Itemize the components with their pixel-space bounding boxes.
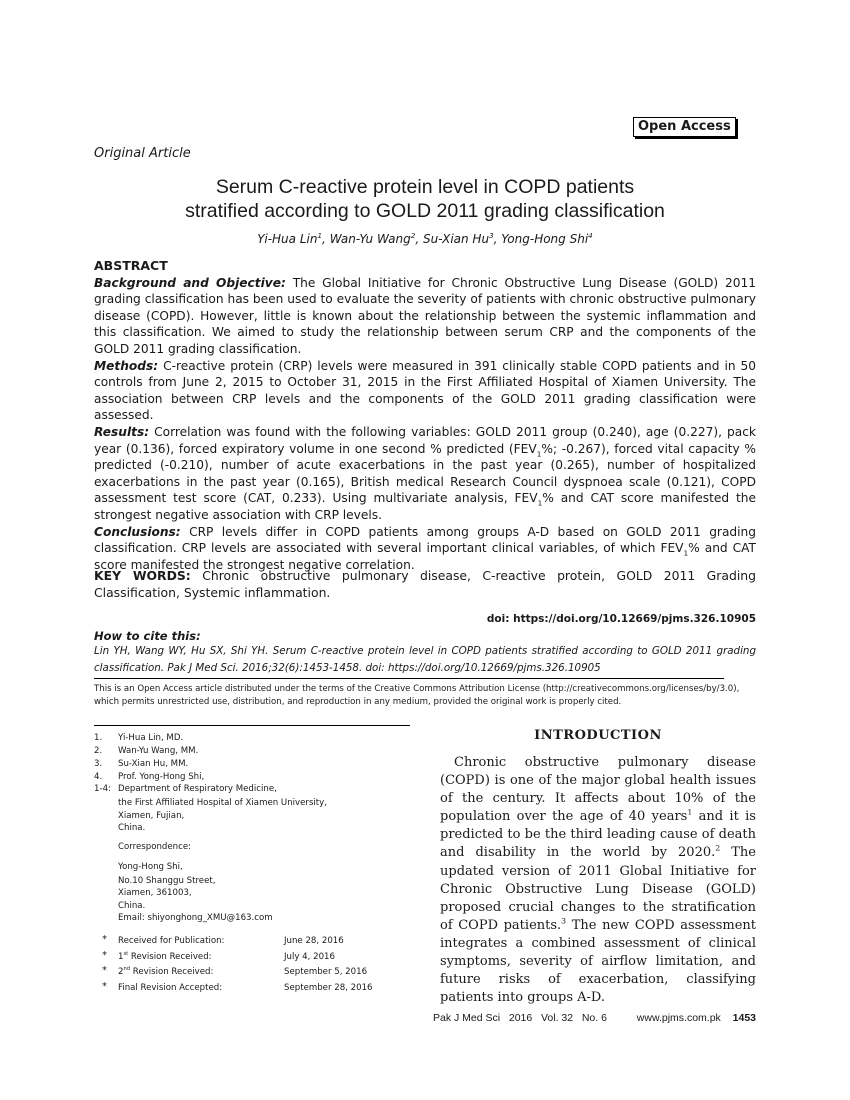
footnote-text: China. <box>118 823 146 833</box>
divider <box>94 678 724 679</box>
abstract-heading: ABSTRACT <box>94 258 168 273</box>
bullet-star-icon: * <box>102 934 107 945</box>
journal-website[interactable]: www.pjms.com.pk <box>636 1012 721 1024</box>
date-value: September 28, 2016 <box>284 983 373 993</box>
abstract <box>94 258 756 573</box>
date-label-text: Revision Received: <box>130 967 214 977</box>
journal-info: Pak J Med Sci 2016 Vol. 32 No. 6 <box>433 1012 607 1024</box>
date-label-number: 2 <box>118 967 124 977</box>
footnote-number: 1-4: <box>94 784 111 794</box>
bullet-star-icon: * <box>102 981 107 992</box>
correspondence-line: Xiamen, 361003, <box>118 888 192 898</box>
title-line-2: stratified according to GOLD 2011 grading classification <box>185 200 665 222</box>
open-access-badge: Open Access <box>633 117 736 137</box>
background-label: Background and Objective: <box>94 275 286 290</box>
doi-link[interactable]: doi: https://doi.org/10.12669/pjms.326.10905 <box>486 613 756 625</box>
footnote-divider <box>94 725 410 726</box>
subscript: 1 <box>683 548 689 558</box>
author-affiliation-mark: 4 <box>588 231 593 240</box>
footnote-text: the First Affiliated Hospital of Xiamen University, <box>118 798 327 808</box>
footnote-text: Su-Xian Hu, MM. <box>118 759 189 769</box>
ordinal-suffix: st <box>123 951 129 958</box>
results-text: Correlation was found with the following variables: GOLD 2011 group (0.240), age (0.227), pack year (0.136), forced expiratory volume in one second % predicted (FEV <box>94 424 756 456</box>
author-name: Su-Xian Hu <box>422 232 490 246</box>
abstract-results <box>94 424 756 524</box>
date-label: Received for Publication: <box>118 936 225 946</box>
reference-mark[interactable]: 1 <box>687 807 693 817</box>
citation-text: Lin YH, Wang WY, Hu SX, Shi YH. Serum C-reactive protein level in COPD patients stratified according to GOLD 2011 grading classification. Pak J Med Sci. 2016;32(6):1453-1458. doi: https://doi.org/10.12669/pjms.326.10905 <box>94 645 756 674</box>
date-value: June 28, 2016 <box>284 936 344 946</box>
abstract-background <box>94 275 756 358</box>
footnote-text: Xiamen, Fujian, <box>118 811 185 821</box>
author-list: Yi-Hua Lin$^1$, Wan-Yu Wang$^2$, Su-Xian Hu$^3$, Yong-Hong Shi$^4$ <box>257 231 593 246</box>
author-affiliation-mark: 3 <box>489 231 494 240</box>
author-name: Yi-Hua Lin <box>257 232 318 246</box>
article-title <box>94 175 756 223</box>
background-text: The Global Initiative for Chronic Obstructive Lung Disease (GOLD) 2011 grading classification has been used to evaluate the severity of patients with chronic obstructive pulmonary disease (COPD). However, little is known about the relationship between the systemic inflammation and this classification. We aimed to study the relationship between serum CRP and the components of the GOLD 2011 grading classification. <box>94 275 757 356</box>
methods-label: Methods: <box>94 358 159 373</box>
footnote-text: Wan-Yu Wang, MM. <box>118 746 199 756</box>
date-label <box>118 965 213 981</box>
date-value: July 4, 2016 <box>284 952 335 962</box>
conclusions-text: % and CAT score manifested the strongest negative correlation. <box>94 541 756 572</box>
footnote-number: 1. <box>94 733 103 743</box>
reference-mark[interactable]: 3 <box>561 916 567 926</box>
date-value: September 5, 2016 <box>284 967 368 977</box>
intro-text: The new COPD assessment integrates a combined assessment of clinical symptoms, severity of airflow limitation, and future risks of exacerbation, classifying patients into groups A-D. <box>440 917 756 1006</box>
conclusions-text: CRP levels differ in COPD patients among groups A-D based on GOLD 2011 grading classification. CRP levels are associated with several important clinical variables, of which FEV <box>94 524 756 556</box>
correspondence-line: Yong-Hong Shi, <box>118 862 183 872</box>
correspondence-line: China. <box>118 901 146 911</box>
citation-heading: How to cite this: <box>94 629 201 643</box>
abstract-conclusions <box>94 524 756 574</box>
author-affiliation-mark: 2 <box>410 231 416 240</box>
methods-text: C-reactive protein (CRP) levels were measured in 391 clinically stable COPD patients and in 50 controls from June 2, 2015 to October 31, 2015 in the First Affiliated Hospital of Xiamen University. The association between CRP levels and the components of the GOLD 2011 grading classification were assessed. <box>94 358 757 423</box>
intro-text: Chronic obstructive pulmonary disease (COPD) is one of the major global health issues of the century. It affects about 10% of the population over the age of 40 years <box>440 755 756 825</box>
article-type: Original Article <box>94 146 191 161</box>
author-affiliation-mark: 1 <box>317 231 323 240</box>
keywords-text: Chronic obstructive pulmonary disease, C-reactive protein, GOLD 2011 Grading Classification, Systemic inflammation. <box>94 568 756 600</box>
introduction-text <box>440 754 756 1007</box>
intro-text: The updated version of 2011 Global Initiative for Chronic Obstructive Lung Disease (GOLD) proposed crucial changes to the stratification of COPD patients. <box>440 845 757 933</box>
date-label: Final Revision Accepted: <box>118 983 223 993</box>
footnote-number: 2. <box>94 746 103 756</box>
date-label <box>118 950 212 966</box>
results-text: % and CAT score manifested the strongest negative association with CRP levels. <box>94 491 756 522</box>
ordinal-suffix: nd <box>123 966 131 973</box>
footnote-number: 3. <box>94 759 103 769</box>
keywords <box>94 568 756 601</box>
introduction-heading: INTRODUCTION <box>534 728 662 743</box>
title-line-1: Serum C-reactive protein level in COPD patients <box>215 176 635 198</box>
keywords-label: KEY WORDS: <box>94 568 191 583</box>
license-notice: This is an Open Access article distributed under the terms of the Creative Commons Attribution License (http://creativecommons.org/licenses/by/3.0), which permits unrestricted use, distribution, and reproduction in any medium, provided the original work is properly cited. <box>94 684 740 707</box>
page-footer <box>433 1012 756 1024</box>
page-number: 1453 <box>732 1012 756 1024</box>
footnote-text: Department of Respiratory Medicine, <box>118 784 277 794</box>
bullet-star-icon: * <box>102 950 107 961</box>
subscript: 1 <box>536 448 542 458</box>
intro-text: and it is predicted to be the third leading cause of death and disability in the world by 2020. <box>440 809 756 861</box>
date-label-number: 1 <box>118 952 124 962</box>
date-label-text: Revision Received: <box>128 952 212 962</box>
conclusions-label: Conclusions: <box>94 524 181 539</box>
results-text: %; -0.267), forced vital capacity % predicted (-0.210), number of acute exacerbations in the past year (0.265), number of hospitalized exacerbations in the past year (0.165), British medical Research Council dyspnoea scale (0.121), COPD assessment test score (CAT, 0.233). Using multivariate analysis, FEV <box>94 441 756 506</box>
author-name: Yong-Hong Shi <box>501 232 589 246</box>
subscript: 1 <box>537 498 543 508</box>
abstract-methods <box>94 358 756 424</box>
correspondence-line: No.10 Shanggu Street, <box>118 876 216 886</box>
reference-mark[interactable]: 2 <box>715 844 721 854</box>
correspondence-heading: Correspondence: <box>118 842 192 852</box>
footnote-text: Prof. Yong-Hong Shi, <box>118 772 205 782</box>
footnote-text: Yi-Hua Lin, MD. <box>118 733 184 743</box>
author-name: Wan-Yu Wang <box>329 232 411 246</box>
correspondence-email[interactable]: Email: shiyonghong_XMU@163.com <box>118 913 273 923</box>
results-label: Results: <box>94 424 150 439</box>
footnote-number: 4. <box>94 772 103 782</box>
bullet-star-icon: * <box>102 965 107 976</box>
